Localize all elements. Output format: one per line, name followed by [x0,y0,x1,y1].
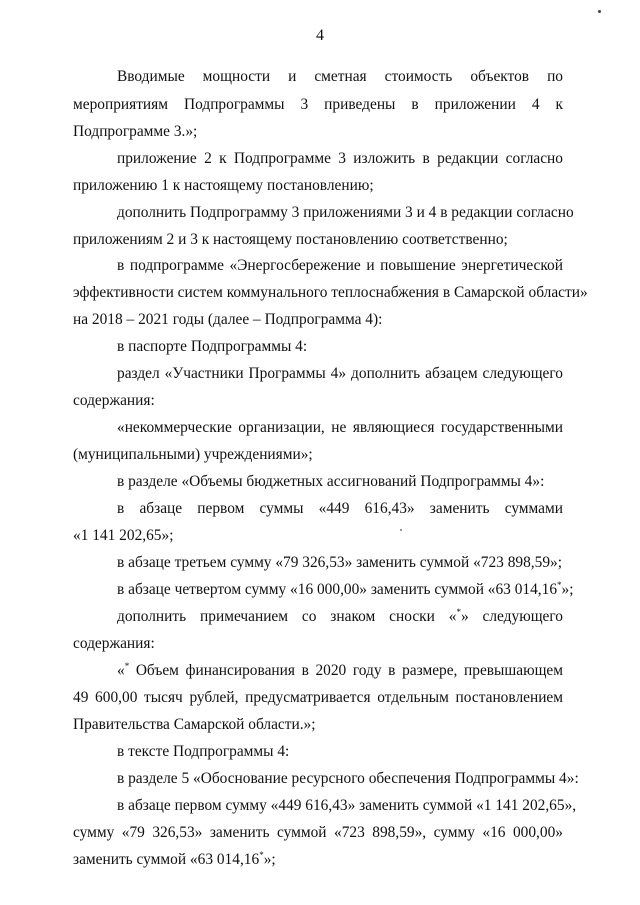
page-number: 4 [316,27,324,44]
text-line: раздел «Участники Программы 4» дополнить абзацем следующего [117,365,563,382]
text-line: в паспорте Подпрограммы 4: [117,338,308,355]
text-line: приложение 2 к Подпрограмме 3 изложить в редакции согласно [117,150,563,167]
text-line: эффективности систем коммунального теплоснабжения в Самарской области» [73,284,588,301]
line-text: Объем финансирования в 2020 году в размере, превышающем [129,662,563,679]
line-text: »; [263,851,276,868]
text-line [117,607,563,627]
text-line: 49 600,00 тысяч рублей, предусматривается отдельным постановлением [73,689,563,706]
footnote-mark: * [259,850,264,860]
text-line: в подпрограмме «Энергосбережение и повышение энергетической [117,257,563,274]
text-line: Вводимые мощности и сметная стоимость объектов по [117,68,563,85]
line-text: заменить суммой «63 014,16 [73,851,260,868]
text-line: Подпрограмме 3.»; [73,123,198,140]
text-line: содержания: [73,635,155,652]
text-line: в разделе «Объемы бюджетных ассигнований Подпрограммы 4»: [117,473,545,490]
text-line [117,661,563,681]
text-line: в тексте Подпрограммы 4: [117,743,290,760]
line-text: « [117,662,125,679]
text-line: в абзаце первом суммы «449 616,43» заменить суммами [117,500,563,517]
text-line: мероприятиям Подпрограммы 3 приведены в приложении 4 к [73,96,563,113]
footnote-mark: * [124,661,130,671]
text-line: приложению 1 к настоящему постановлению; [73,177,374,194]
line-text: »; [561,581,574,598]
text-line: дополнить Подпрограмму 3 приложениями 3 и 4 в редакции согласно [117,204,574,221]
text-line: «некоммерческие организации, не являющиеся государственными [117,419,563,436]
footnote-mark: * [557,580,562,590]
text-line: на 2018 – 2021 годы (далее – Подпрограмма 4): [73,311,383,328]
text-line: «1 141 202,65»; [73,527,174,544]
line-text: дополнить примечанием со знаком сноски « [117,608,457,625]
text-line: приложениям 2 и 3 к настоящему постановлению соответственно; [73,231,508,248]
footnote-mark: * [456,607,461,617]
text-line: в абзаце первом сумму «449 616,43» заменить суммой «1 141 202,65», [117,797,577,814]
text-line [73,850,563,870]
text-line: Правительства Самарской области.»; [73,716,316,733]
text-line: в абзаце третьем сумму «79 326,53» заменить суммой «723 898,59»; [117,554,562,571]
text-line: в разделе 5 «Обоснование ресурсного обеспечения Подпрограммы 4»: [117,770,579,787]
text-line [117,580,574,600]
text-line: содержания: [73,392,155,409]
line-text: в абзаце четвертом сумму «16 000,00» заменить суммой «63 014,16 [117,581,558,598]
scan-dot [598,10,601,13]
text-line: сумму «79 326,53» заменить суммой «723 898,59», сумму «16 000,00» [73,824,563,841]
text-line: (муниципальными) учреждениями»; [73,446,313,463]
line-text: » следующего [460,608,564,625]
